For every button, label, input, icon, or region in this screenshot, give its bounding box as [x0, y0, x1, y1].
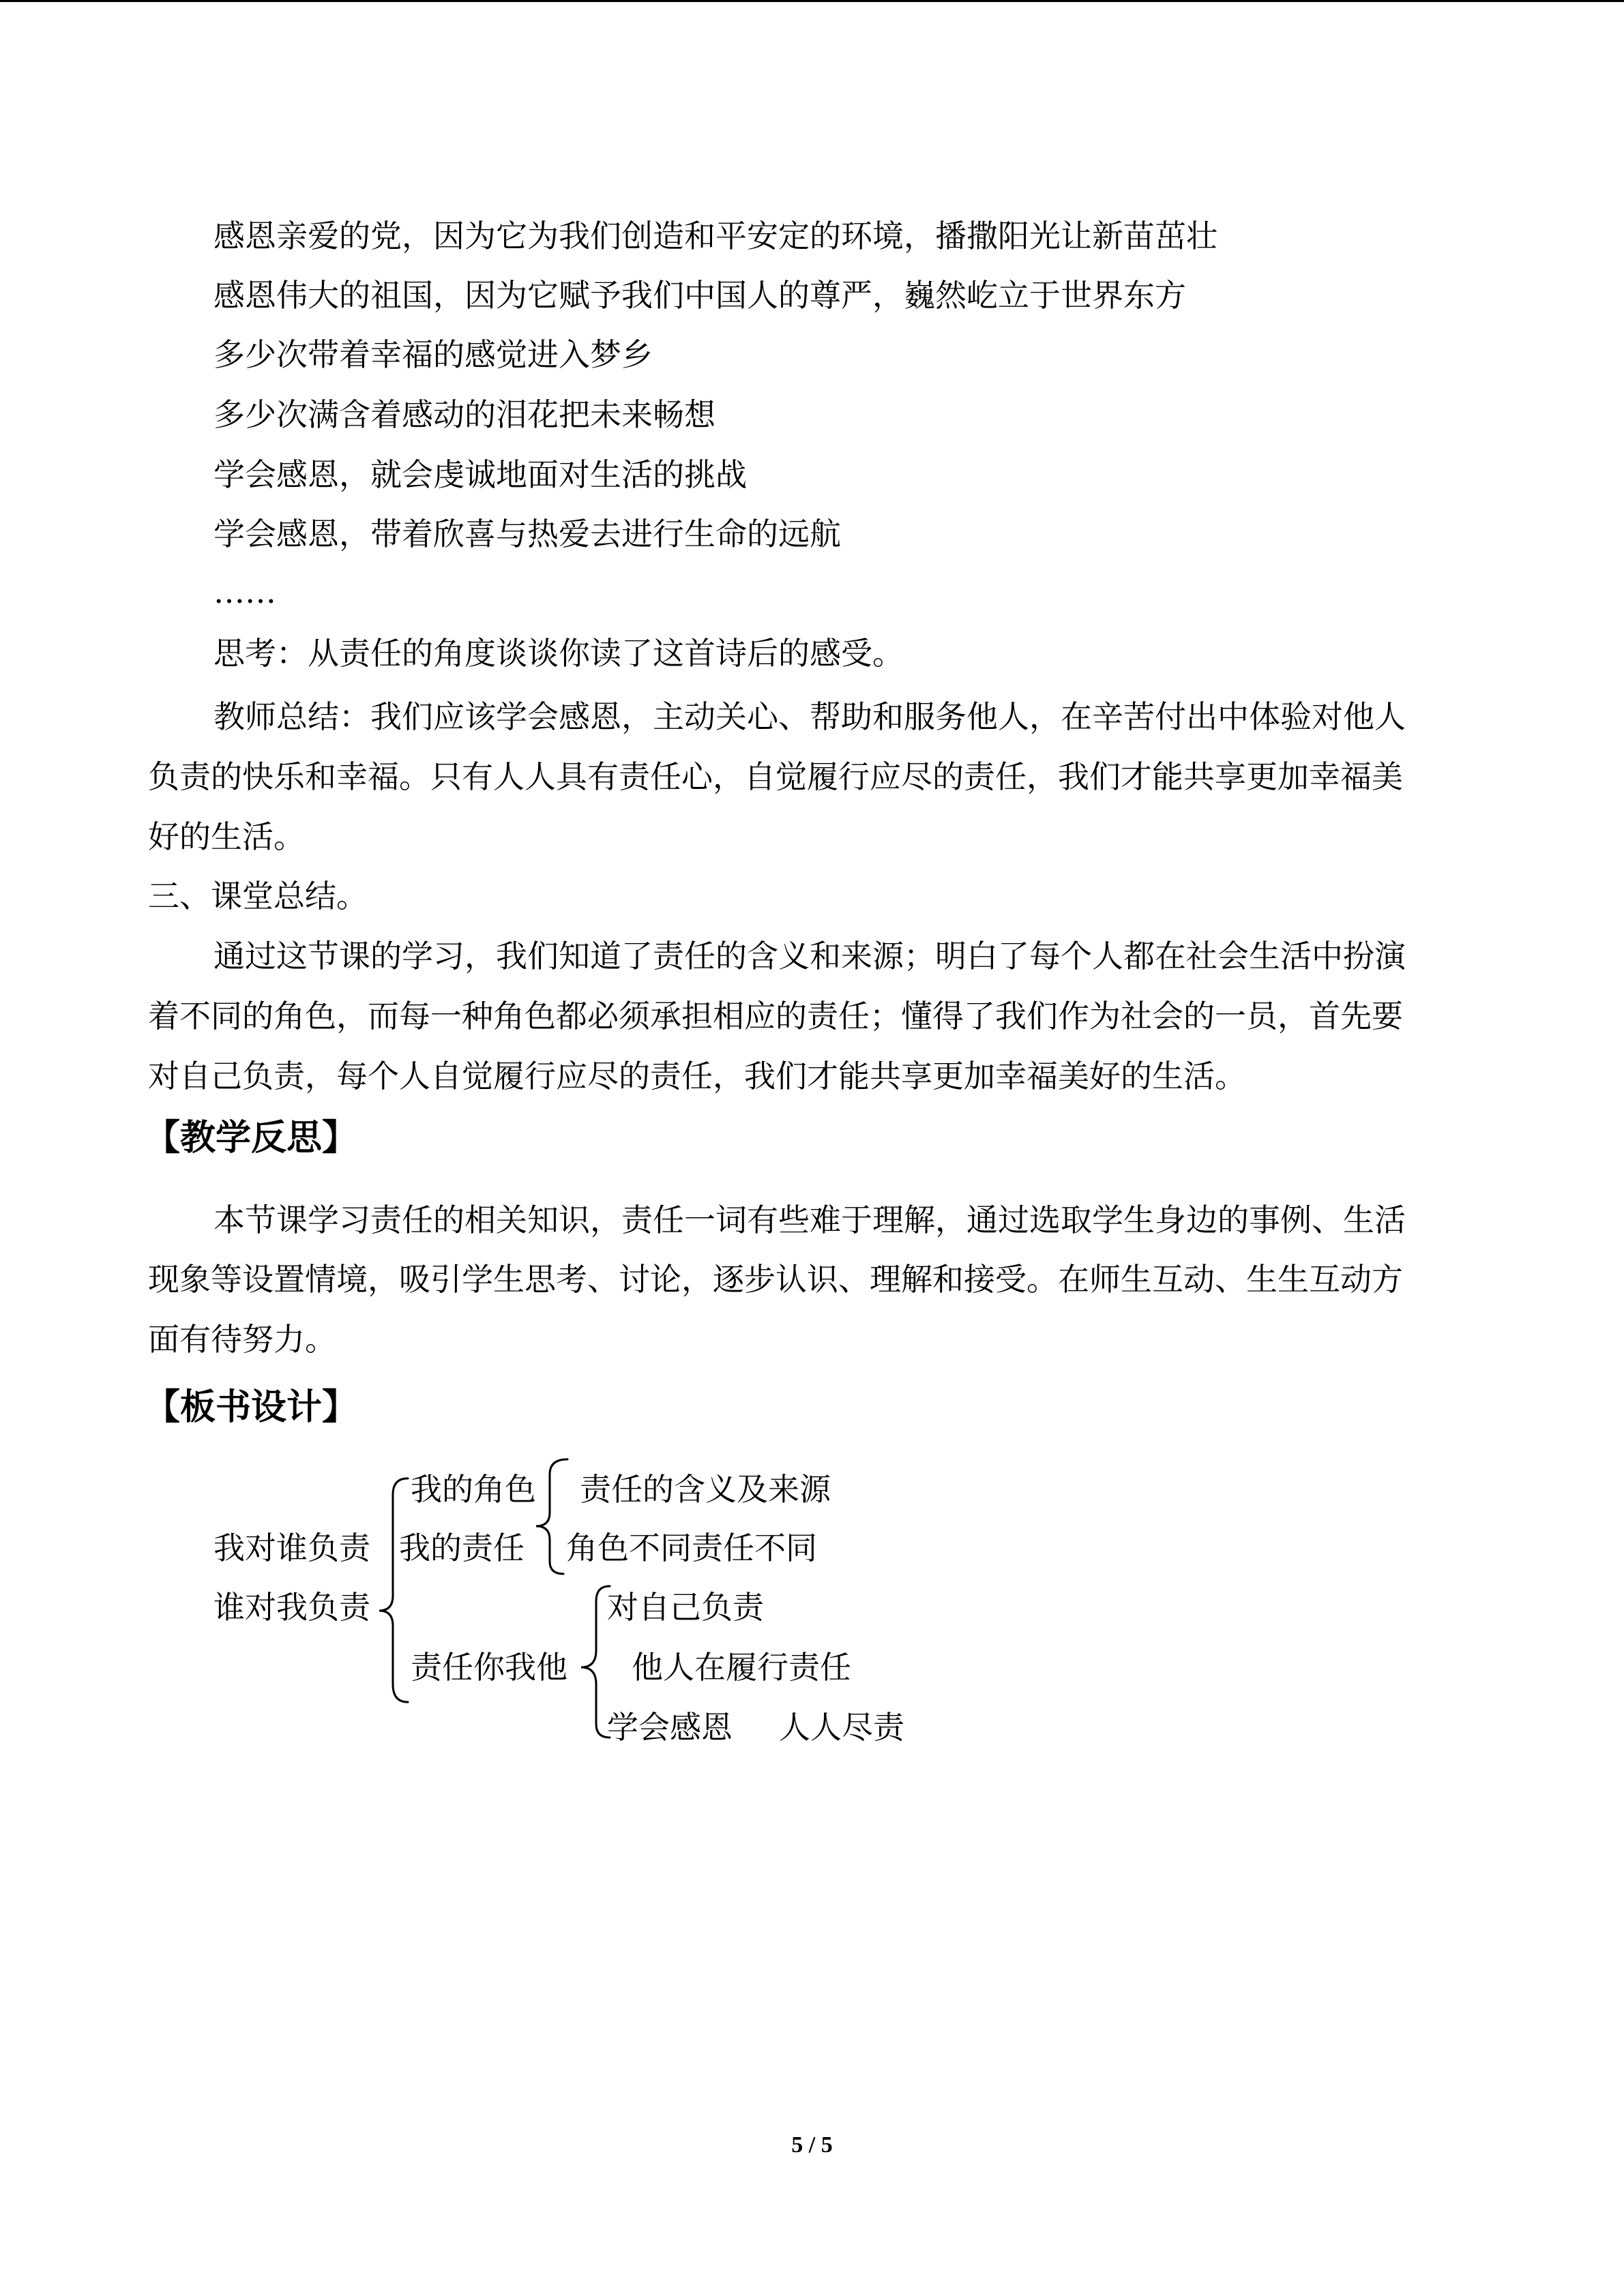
class-summary-line: 着不同的角色，而每一种角色都必须承担相应的责任；懂得了我们作为社会的一员，首先要	[148, 998, 1403, 1034]
board-leaf-grateful: 学会感恩	[607, 1709, 733, 1746]
board-root-2: 谁对我负责	[213, 1589, 370, 1626]
poem-line: 多少次带着幸福的感觉进入梦乡	[213, 336, 653, 373]
poem-line: 学会感恩，带着欣喜与热爱去进行生命的远航	[213, 516, 841, 552]
reflection-heading: 【教学反思】	[145, 1118, 358, 1159]
board-branch-role: 我的角色	[411, 1471, 536, 1508]
board-leaf-meaning: 责任的含义及来源	[580, 1471, 831, 1508]
poem-line: 多少次满含着感动的泪花把未来畅想	[213, 396, 715, 433]
board-leaf-roles: 角色不同责任不同	[566, 1530, 817, 1566]
poem-line: 感恩亲爱的党，因为它为我们创造和平安定的环境，播撒阳光让新苗茁壮	[213, 218, 1217, 254]
reflection-line: 现象等设置情境，吸引学生思考、讨论，逐步认识、理解和接受。在师生互动、生生互动方	[148, 1261, 1403, 1298]
you-me-brace	[581, 1586, 610, 1738]
poem-line: 感恩伟大的祖国，因为它赋予我们中国人的尊严，巍然屹立于世界东方	[213, 277, 1186, 314]
teacher-summary-line: 教师总结：我们应该学会感恩，主动关心、帮助和服务他人，在辛苦付出中体验对他人	[213, 698, 1406, 735]
board-leaf-others: 他人在履行责任	[632, 1649, 851, 1686]
page-number: 5 / 5	[791, 2132, 833, 2158]
teacher-summary-line: 负责的快乐和幸福。只有人人具有责任心，自觉履行应尽的责任，我们才能共享更加幸福美	[148, 758, 1403, 795]
main-brace	[379, 1478, 408, 1702]
teacher-summary-line: 好的生活。	[148, 818, 305, 855]
role-brace	[536, 1459, 567, 1574]
section-title: 三、课堂总结。	[148, 878, 368, 914]
board-heading: 【板书设计】	[145, 1387, 358, 1428]
think-prompt: 思考：从责任的角度谈谈你读了这首诗后的感受。	[213, 635, 904, 672]
poem-ellipsis: ……	[213, 573, 276, 610]
board-leaf-self: 对自己负责	[607, 1589, 764, 1626]
class-summary-line: 通过这节课的学习，我们知道了责任的含义和来源；明白了每个人都在社会生活中扮演	[213, 938, 1406, 974]
poem-line: 学会感恩，就会虔诚地面对生活的挑战	[213, 456, 747, 493]
reflection-line: 面有待努力。	[148, 1321, 336, 1358]
reflection-line: 本节课学习责任的相关知识，责任一词有些难于理解，通过选取学生身边的事例、生活	[213, 1202, 1406, 1238]
board-root-1: 我对谁负责	[213, 1530, 370, 1566]
class-summary-line: 对自己负责，每个人自觉履行应尽的责任，我们才能共享更加幸福美好的生活。	[148, 1058, 1246, 1094]
board-branch-you-me: 责任你我他	[411, 1649, 567, 1686]
board-branch-duty: 我的责任	[399, 1530, 525, 1566]
board-leaf-everyone: 人人尽责	[779, 1709, 904, 1746]
